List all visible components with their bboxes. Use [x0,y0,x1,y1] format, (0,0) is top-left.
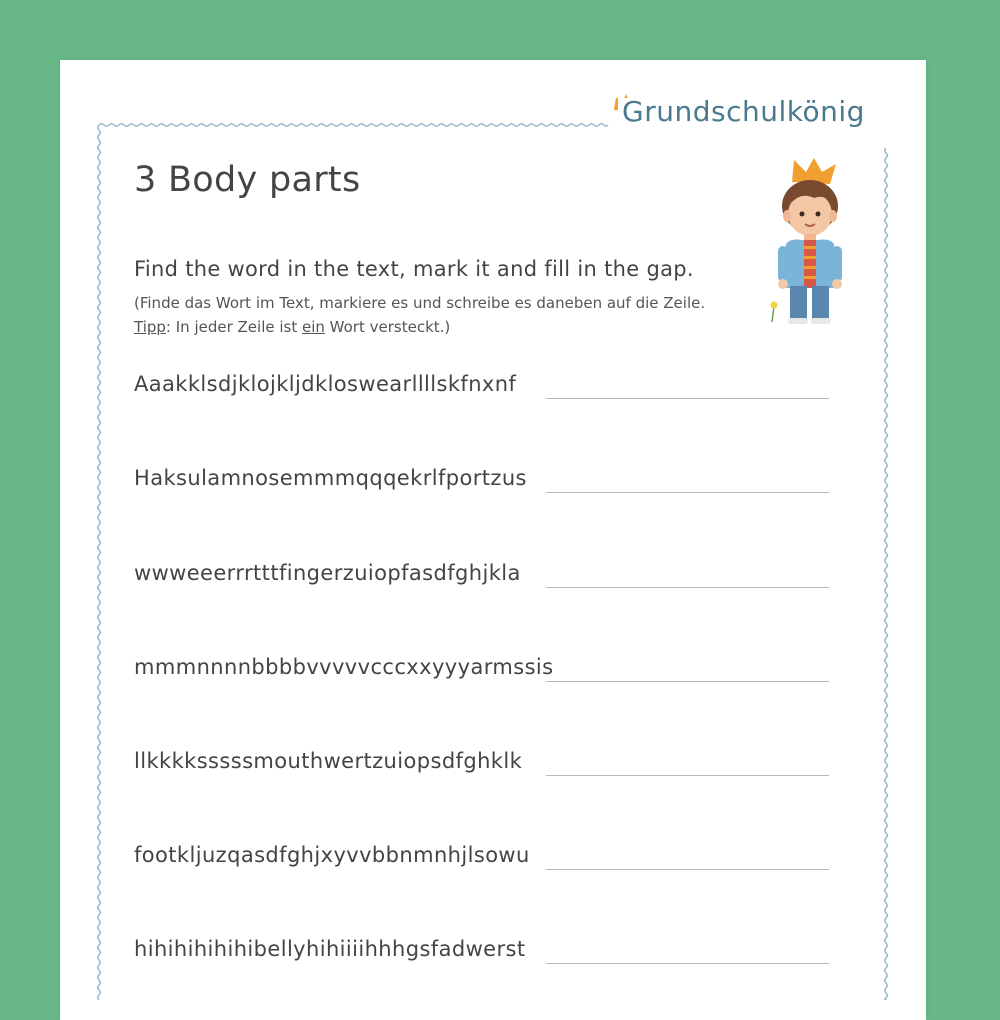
note-line-2 [134,315,705,339]
exercise-row [134,561,834,601]
note-text: : In jeder Zeile ist [165,318,302,336]
note-text-end: Wort versteckt.) [324,318,451,336]
letter-sequence: footkljuzqasdfghjxyvvbbnmnhjlsowu [134,843,530,867]
letter-sequence: Aaakklsdjklojkljdkloswearllllskfnxnf [134,372,517,396]
exercise-row [134,655,834,695]
note-line-1: (Finde das Wort im Text, markiere es und schreibe es daneben auf die Zeile. [134,294,706,312]
exercise-row [134,749,834,789]
letter-sequence: mmmnnnnbbbbvvvvvcccxxyyyarmssis [134,655,554,679]
answer-line[interactable] [546,492,829,493]
exercise-row [134,937,834,977]
answer-line[interactable] [546,681,829,682]
answer-line[interactable] [546,963,829,964]
exercise-row [134,843,834,883]
answer-line[interactable] [546,775,829,776]
tipp-label: Tipp [134,318,166,336]
page-title: 3 Body parts [134,160,361,200]
answer-line[interactable] [546,587,829,588]
instruction-text: Find the word in the text, mark it and fill in the gap. [134,257,694,281]
exercise-row [134,466,834,506]
letter-sequence: Haksulamnosemmmqqqekrlfportzus [134,466,527,490]
ein-word: ein [302,318,325,336]
brand-logo-text: Grundschulkönig [618,98,869,126]
answer-line[interactable] [546,398,829,399]
exercise-row [134,372,834,412]
instruction-note [134,291,705,339]
answer-line[interactable] [546,869,829,870]
letter-sequence: llkkkksssssmouthwertzuiopsdfghklk [134,749,523,773]
letter-sequence: hihihihihihibellyhihiiiihhhgsfadwerst [134,937,526,961]
letter-sequence: wwweeerrrtttfingerzuiopfasdfghjkla [134,561,521,585]
boy-with-crown-illustration [762,158,857,326]
